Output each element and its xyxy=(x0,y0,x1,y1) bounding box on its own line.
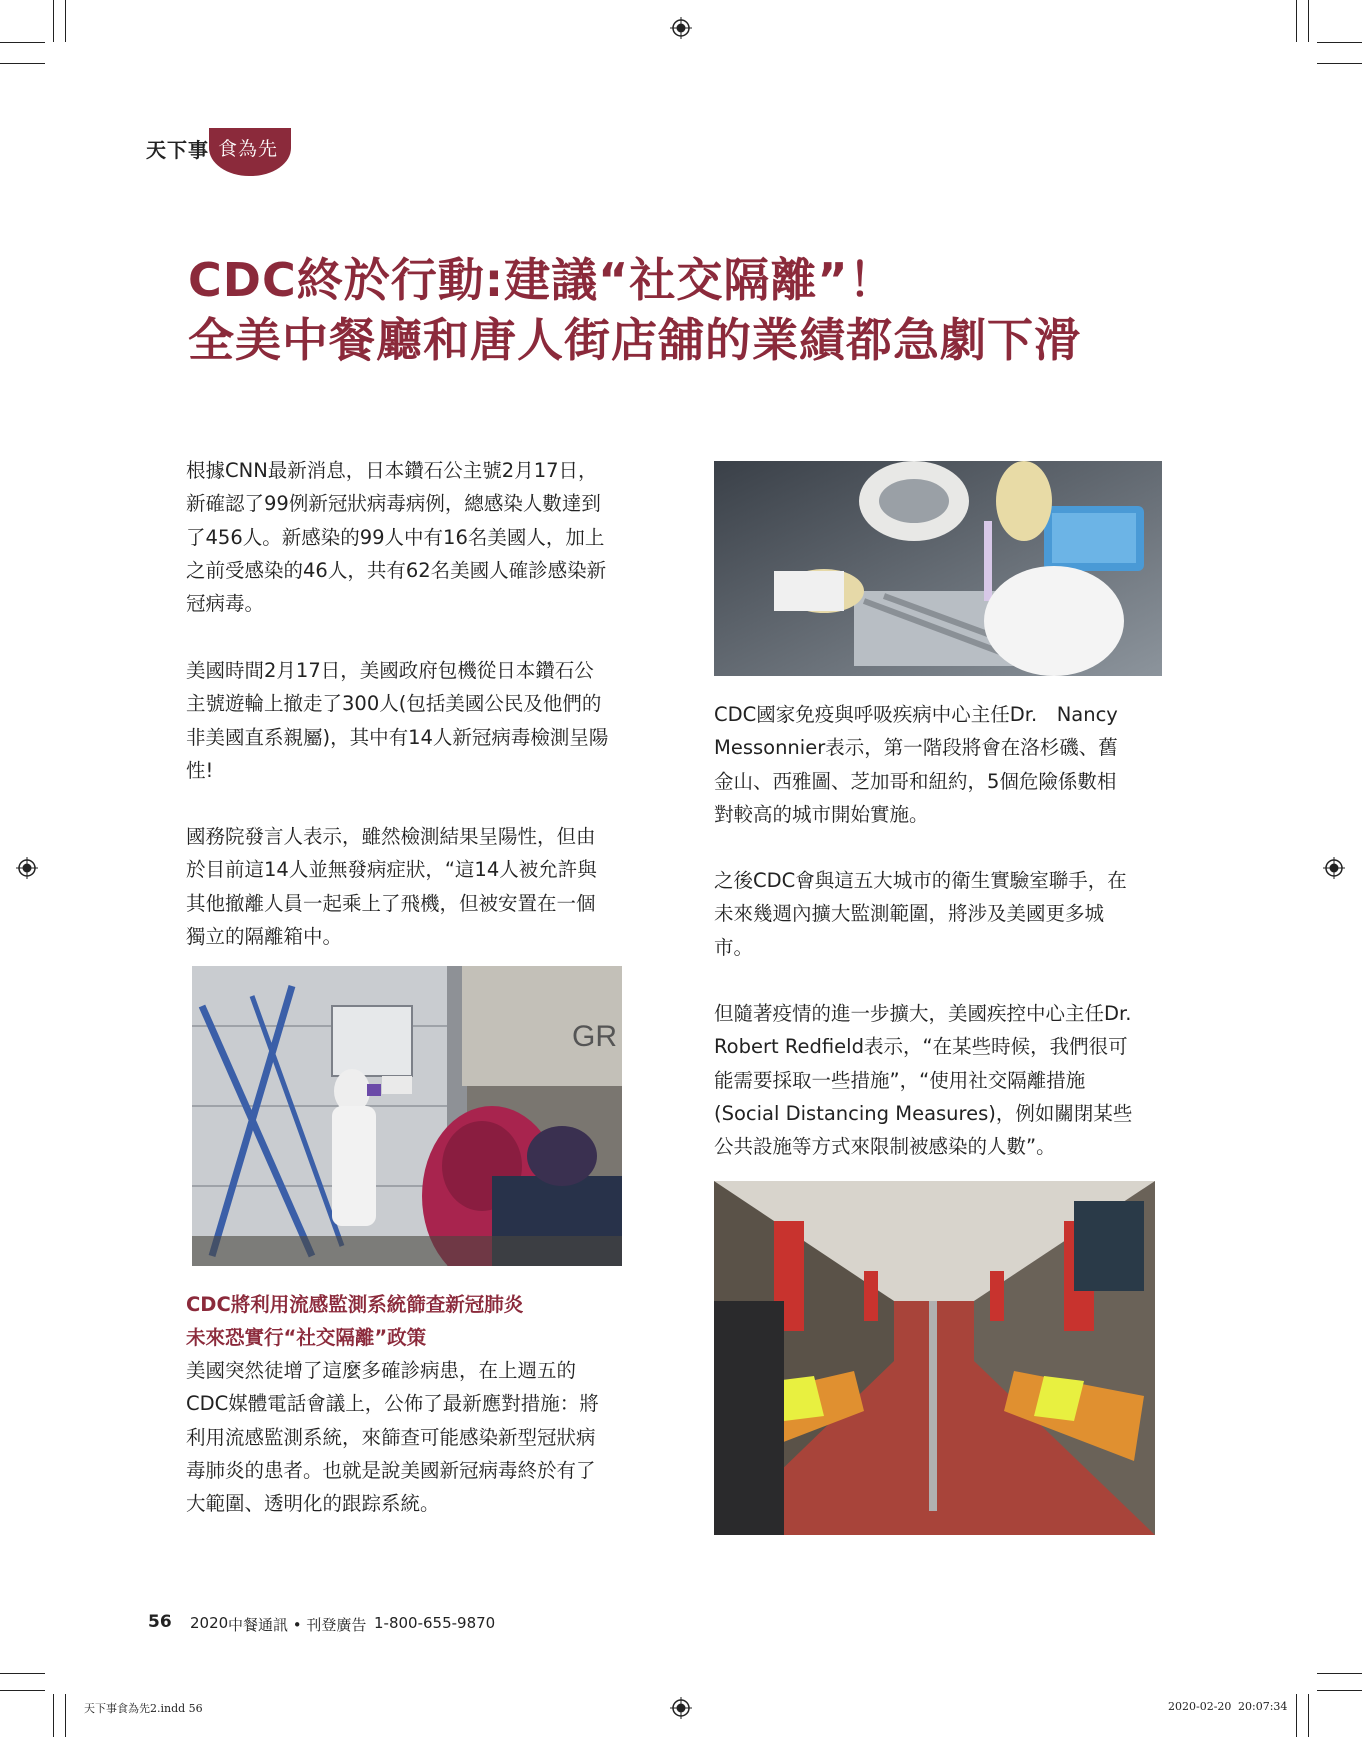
crop-mark xyxy=(1317,1673,1362,1674)
paragraph: 國務院發言人表示，雖然檢測結果呈陽性，但由 於目前這14人並無發病症狀，“這14人被允許與 其他撤離人員一起乘上了飛機，但被安置在一個 獨立的隔離箱中。 xyxy=(186,825,597,948)
subhead-line-2: 未來恐實行“社交隔離”政策 xyxy=(186,1326,427,1349)
subhead-line-1: CDC將利用流感監測系統篩查新冠肺炎 xyxy=(186,1293,524,1316)
paragraph: 之後CDC會與這五大城市的衛生實驗室聯手，在 未來幾週內擴大監測範圍，將涉及美國更多城 市。 xyxy=(714,869,1127,959)
crop-mark xyxy=(1317,42,1362,43)
crop-mark xyxy=(0,1673,45,1674)
section-label: 天下事 xyxy=(146,138,209,162)
paragraph: CDC國家免疫與呼吸疾病中心主任Dr. Nancy Messonnier表示，第一階段將會在洛杉磯、舊 金山、西雅圖、芝加哥和紐約，5個危險係數相 對較高的城市開始實施。 xyxy=(714,703,1118,826)
paragraph: 美國時間2月17日，美國政府包機從日本鑽石公 主號遊輪上撤走了300人(包括美國公民及他們的 非美國直系親屬)，其中有14人新冠病毒檢測呈陽 性! xyxy=(186,659,609,782)
crop-mark xyxy=(0,42,45,43)
photo-label-gr: GR xyxy=(572,1020,617,1053)
page-number: 56 xyxy=(148,1612,172,1632)
photo-empty-subway xyxy=(714,1181,1155,1535)
registration-mark-icon xyxy=(670,1697,692,1719)
headline-line-2: 全美中餐廳和唐人街店舖的業績都急劇下滑 xyxy=(188,313,1081,367)
registration-mark-icon xyxy=(16,857,38,879)
crop-mark xyxy=(1317,1690,1362,1691)
paragraph: 美國突然徒增了這麼多確診病患，在上週五的 CDC媒體電話會議上，公佈了最新應對措施：將 利用流感監測系統，來篩查可能感染新型冠狀病 毒肺炎的患者。也就是說美國新冠病毒終於有了 大範圍、透明化的跟踪系統。 xyxy=(186,1359,599,1516)
slug-filename: 天下事食為先2.indd 56 xyxy=(84,1702,203,1715)
paragraph: 但隨著疫情的進一步擴大，美國疾控中心主任Dr. Robert Redfield表示，“在某些時候，我們很可 能需要採取一些措施”，“使用社交隔離措施 (Social Distancing Measures)，例如關閉某些 公共設施等方式來限制被感染的人數”。 xyxy=(714,1002,1133,1159)
footer-year: 2020 xyxy=(190,1614,229,1632)
slug-date: 2020-02-20 xyxy=(1168,1700,1232,1713)
slug-time: 20:07:34 xyxy=(1238,1700,1288,1713)
crop-mark xyxy=(1308,1694,1309,1737)
crop-mark xyxy=(1296,0,1297,42)
registration-mark-icon xyxy=(670,17,692,39)
crop-mark xyxy=(1296,1694,1297,1737)
crop-mark xyxy=(0,1690,45,1691)
headline-line-1: CDC終於行動:建議“社交隔離”！ xyxy=(188,253,896,307)
footer-publication: 中餐通訊 • 刊登廣告 xyxy=(228,1616,367,1634)
registration-mark-icon xyxy=(1323,857,1345,879)
footer-phone: 1-800-655-9870 xyxy=(374,1614,496,1632)
photo-isolation-container xyxy=(192,966,622,1266)
crop-mark xyxy=(65,0,66,42)
crop-mark xyxy=(0,63,45,64)
crop-mark xyxy=(1317,63,1362,64)
crop-mark xyxy=(53,1694,54,1737)
crop-mark xyxy=(1308,0,1309,42)
section-badge-label: 食為先 xyxy=(218,138,279,160)
crop-mark xyxy=(65,1694,66,1737)
photo-lab-testing xyxy=(714,461,1162,676)
crop-mark xyxy=(53,0,54,42)
paragraph: 根據CNN最新消息，日本鑽石公主號2月17日， 新確認了99例新冠狀病毒病例，總感染人數達到 了456人。新感染的99人中有16名美國人，加上 之前受感染的46人，共有62名美國人確診感染新 冠病毒。 xyxy=(186,459,607,616)
